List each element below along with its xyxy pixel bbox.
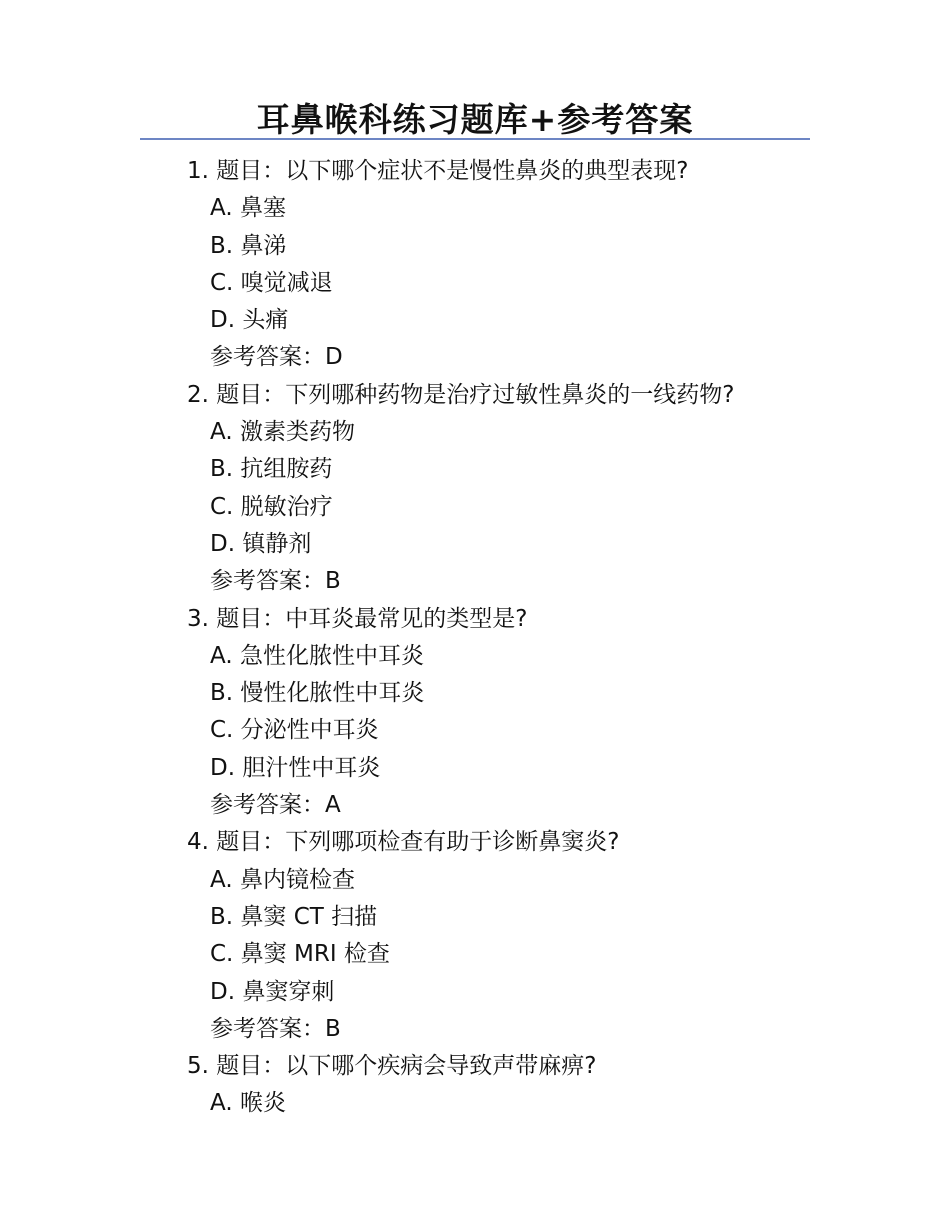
- option-b: B. 慢性化脓性中耳炎: [210, 680, 425, 707]
- option-c: C. 鼻窦 MRI 检查: [210, 941, 390, 968]
- option-a: A. 鼻塞: [210, 195, 286, 222]
- option-d: D. 胆汁性中耳炎: [210, 754, 381, 781]
- option-b: B. 抗组胺药: [210, 456, 333, 483]
- option-d: D. 鼻窦穿刺: [210, 978, 335, 1005]
- option-c: C. 分泌性中耳炎: [210, 717, 379, 744]
- option-a: A. 激素类药物: [210, 419, 355, 446]
- option-b: B. 鼻窦 CT 扫描: [210, 903, 378, 930]
- question-stem: 2. 题目：下列哪种药物是治疗过敏性鼻炎的一线药物?: [187, 381, 735, 408]
- reference-answer: 参考答案：B: [210, 568, 341, 595]
- question-stem: 4. 题目：下列哪项检查有助于诊断鼻窦炎?: [187, 829, 620, 856]
- reference-answer: 参考答案：D: [210, 344, 343, 371]
- question-stem: 3. 题目：中耳炎最常见的类型是?: [187, 605, 528, 632]
- question-stem: 1. 题目：以下哪个症状不是慢性鼻炎的典型表现?: [187, 158, 689, 184]
- option-a: A. 喉炎: [210, 1090, 286, 1117]
- reference-answer: 参考答案：A: [210, 792, 341, 819]
- document-title: 耳鼻喉科练习题库+参考答案: [256, 100, 694, 139]
- option-c: C. 脱敏治疗: [210, 493, 333, 520]
- question-list: [0, 153, 950, 1123]
- question-stem: 5. 题目：以下哪个疾病会导致声带麻痹?: [187, 1053, 597, 1080]
- option-a: A. 急性化脓性中耳炎: [210, 642, 424, 669]
- option-d: D. 头痛: [210, 307, 289, 334]
- option-d: D. 镇静剂: [210, 530, 312, 557]
- reference-answer: 参考答案：B: [210, 1015, 341, 1042]
- option-a: A. 鼻内镜检查: [210, 866, 355, 893]
- option-c: C. 嗅觉减退: [210, 269, 333, 296]
- title-underline: [140, 138, 810, 140]
- option-b: B. 鼻涕: [210, 232, 287, 259]
